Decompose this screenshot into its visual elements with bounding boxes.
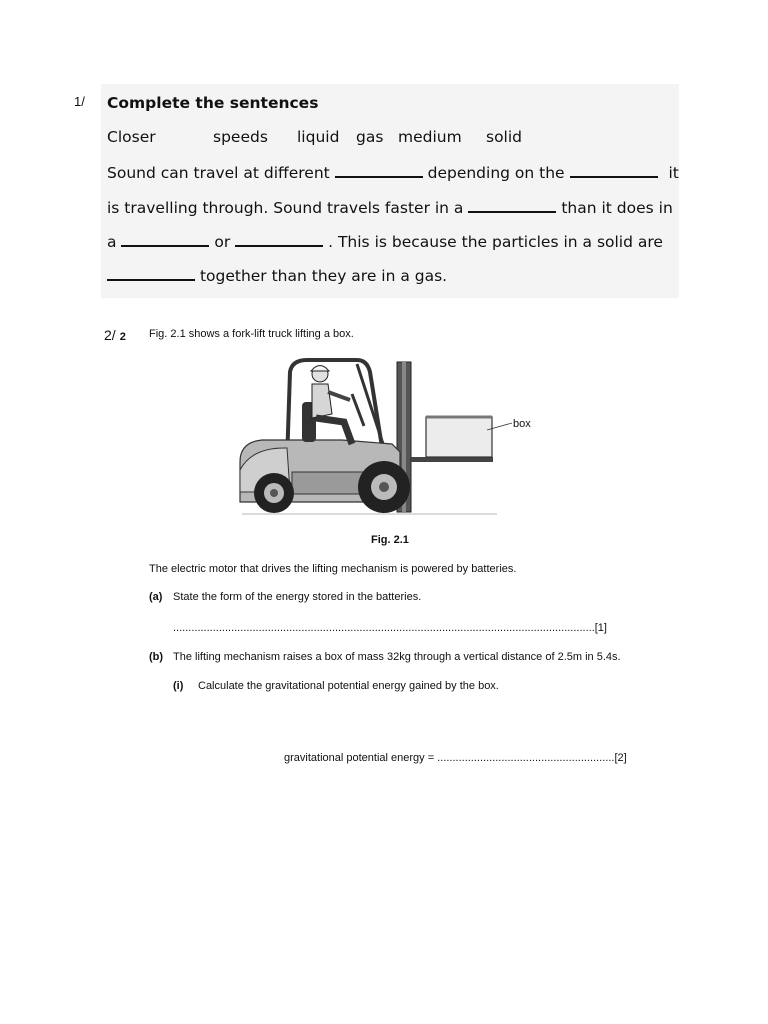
hard-hat-icon [311,366,329,372]
box-label: box [513,418,531,430]
gpe-answer-line[interactable]: gravitational potential energy = ..........................................................[2] [284,752,627,764]
forks [411,457,493,462]
part-a-question: State the form of the energy stored in the batteries. [173,591,422,603]
part-b-label: (b) [149,651,164,663]
forklift-figure [232,352,542,522]
question-1-number: 1/ [74,94,85,109]
word-bank-item: speeds [213,128,268,146]
question-2-number: 2/ 2 [104,327,126,343]
sentence-line-2: is travelling through. Sound travels faster in a than it does in [107,199,673,217]
answer-blank[interactable] [121,231,209,247]
part-bi-question: Calculate the gravitational potential energy gained by the box. [198,680,499,692]
word-bank-item: medium [398,128,462,146]
sentence-line-1: Sound can travel at different depending on the it [107,164,679,182]
part-b-question: The lifting mechanism raises a box of mass 32kg through a vertical distance of 2.5m in 5.4s. [173,651,621,663]
word-bank-item: solid [486,128,523,146]
question-2-intro: Fig. 2.1 shows a fork-lift truck lifting a box. [149,328,354,340]
answer-blank[interactable] [107,265,195,281]
figure-caption: Fig. 2.1 [371,534,409,546]
statement-text: The electric motor that drives the lifting mechanism is powered by batteries. [149,563,517,575]
driver-arm [328,392,350,400]
part-bi-label: (i) [173,680,184,692]
driver-body [312,384,332,418]
answer-blank[interactable] [570,162,658,178]
word-bank-item: gas [356,128,384,146]
sentence-line-4: together than they are in a gas. [107,265,447,285]
steering-column [352,394,364,426]
word-bank-item: Closer [107,128,156,146]
answer-blank[interactable] [468,197,556,213]
answer-blank[interactable] [235,231,323,247]
part-a-answer-line[interactable]: ..........................................................................................................................................[1] [173,622,607,634]
answer-blank[interactable] [335,162,423,178]
question-1-title: Complete the sentences [107,94,319,112]
box [426,417,492,457]
part-a-label: (a) [149,591,163,603]
sentence-line-3: a or . This is because the particles in a solid are [107,233,663,251]
word-bank-item: liquid [297,128,340,146]
